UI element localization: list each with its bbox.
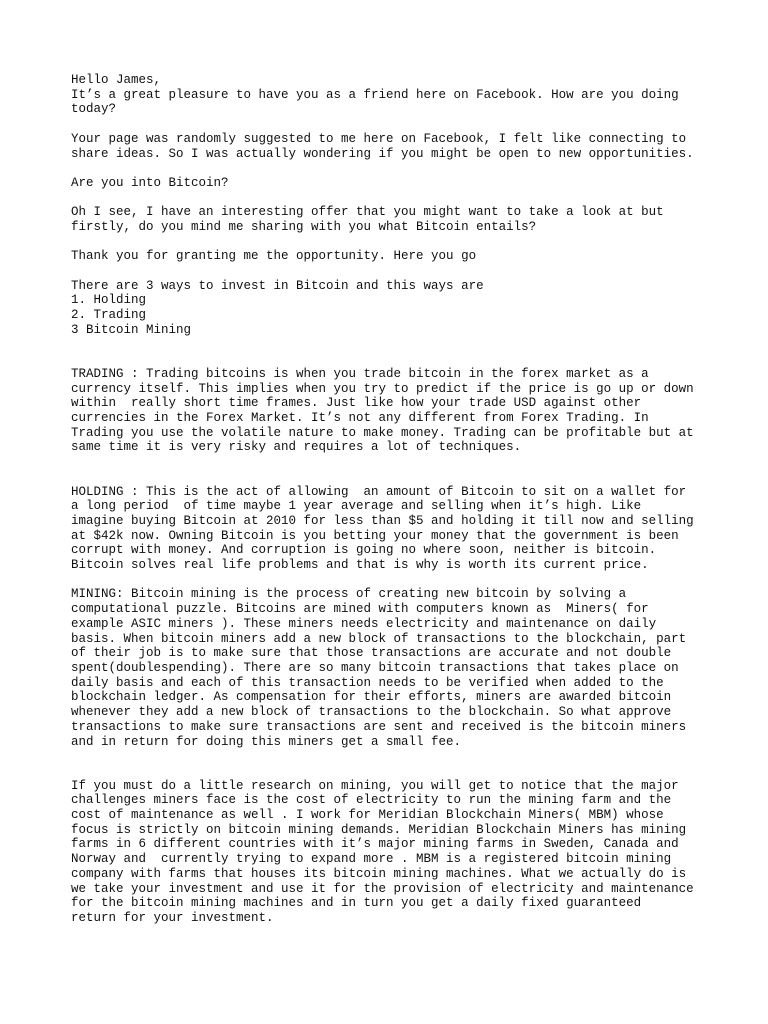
mining-paragraph: MINING: Bitcoin mining is the process of creating new bitcoin by solving a computational puzzle. Bitcoins are mined with computers known as Miners( for example ASIC miners ). These miners needs electricity and maintenance on daily basis. When bitcoin miners add a new block of transactions to the blockchain, part of their job is to make sure that those transactions are accurate and not double spent(doublespending). There are so many bitcoin transactions that takes place on daily basis and each of this transaction needs to be verified when added to the blockchain ledger. As compensation for their efforts, miners are awarded bitcoin whenever they add a new block of transactions to the blockchain. So what approve transactions to make sure transactions are sent and received is the bitcoin miners and in return for doing this miners get a small fee. <box>71 587 687 749</box>
spacer <box>71 455 711 484</box>
list-item-holding: 1. Holding <box>71 293 147 308</box>
spacer <box>71 117 711 132</box>
spacer <box>71 191 711 206</box>
trading-paragraph: TRADING : Trading bitcoins is when you trade bitcoin in the forex market as a currency itself. This implies when you try to predict if the price is go up or down within really short time frames. Just like how your trade USD against other currencies in the Forex Market. It’s not any different from Forex Trading. In Trading you use the volatile nature to make money. Trading can be profitable but at same time it is very risky and requires a lot of techniques. <box>71 366 694 455</box>
offer-paragraph: Oh I see, I have an interesting offer that you might want to take a look at but firstly, do you mind me sharing with you what Bitcoin entails? <box>71 205 664 234</box>
ways-intro-text: There are 3 ways to invest in Bitcoin and this ways are <box>71 278 484 293</box>
spacer <box>71 264 711 279</box>
letter-page <box>71 73 711 926</box>
spacer <box>71 338 711 367</box>
research-paragraph: If you must do a little research on mining, you will get to notice that the major challenges miners face is the cost of electricity to run the mining farm and the cost of maintenance as well . I work for Meridian Blockchain Miners( MBM) whose focus is strictly on bitcoin mining demands. Meridian Blockchain Miners has mining farms in 6 different countries with it’s major mining farms in Sweden, Canada and Norway and currently trying to expand more . MBM is a registered bitcoin mining company with farms that houses its bitcoin mining machines. What we actually do is we take your investment and use it for the provision of electricity and maintenance for the bitcoin mining machines and in turn you get a daily fixed guaranteed return for your investment. <box>71 778 694 925</box>
thanks-paragraph: Thank you for granting me the opportunity. Here you go <box>71 249 477 264</box>
question-paragraph: Are you into Bitcoin? <box>71 175 229 190</box>
list-item-trading: 2. Trading <box>71 308 147 323</box>
spacer <box>71 161 711 176</box>
greeting-text: Hello James, <box>71 73 162 87</box>
intro-paragraph: It’s a great pleasure to have you as a friend here on Facebook. How are you doing today? <box>71 87 679 117</box>
holding-paragraph: HOLDING : This is the act of allowing an amount of Bitcoin to sit on a wallet for a long period of time maybe 1 year average and selling when it’s high. Like imagine buying Bitcoin at 2010 for less than $5 and holding it till now and selling at $42k now. Owning Bitcoin is you betting your money that the government is been corrupt with money. And corruption is going no where soon, neither is bitcoin. Bitcoin solves real life problems and that is why is worth its current price. <box>71 484 694 573</box>
suggested-paragraph: Your page was randomly suggested to me here on Facebook, I felt like connecting to share ideas. So I was actually wondering if you might be open to new opportunities. <box>71 131 694 161</box>
spacer <box>71 749 711 778</box>
list-item-mining: 3 Bitcoin Mining <box>71 322 192 337</box>
spacer <box>71 573 711 588</box>
spacer <box>71 235 711 250</box>
